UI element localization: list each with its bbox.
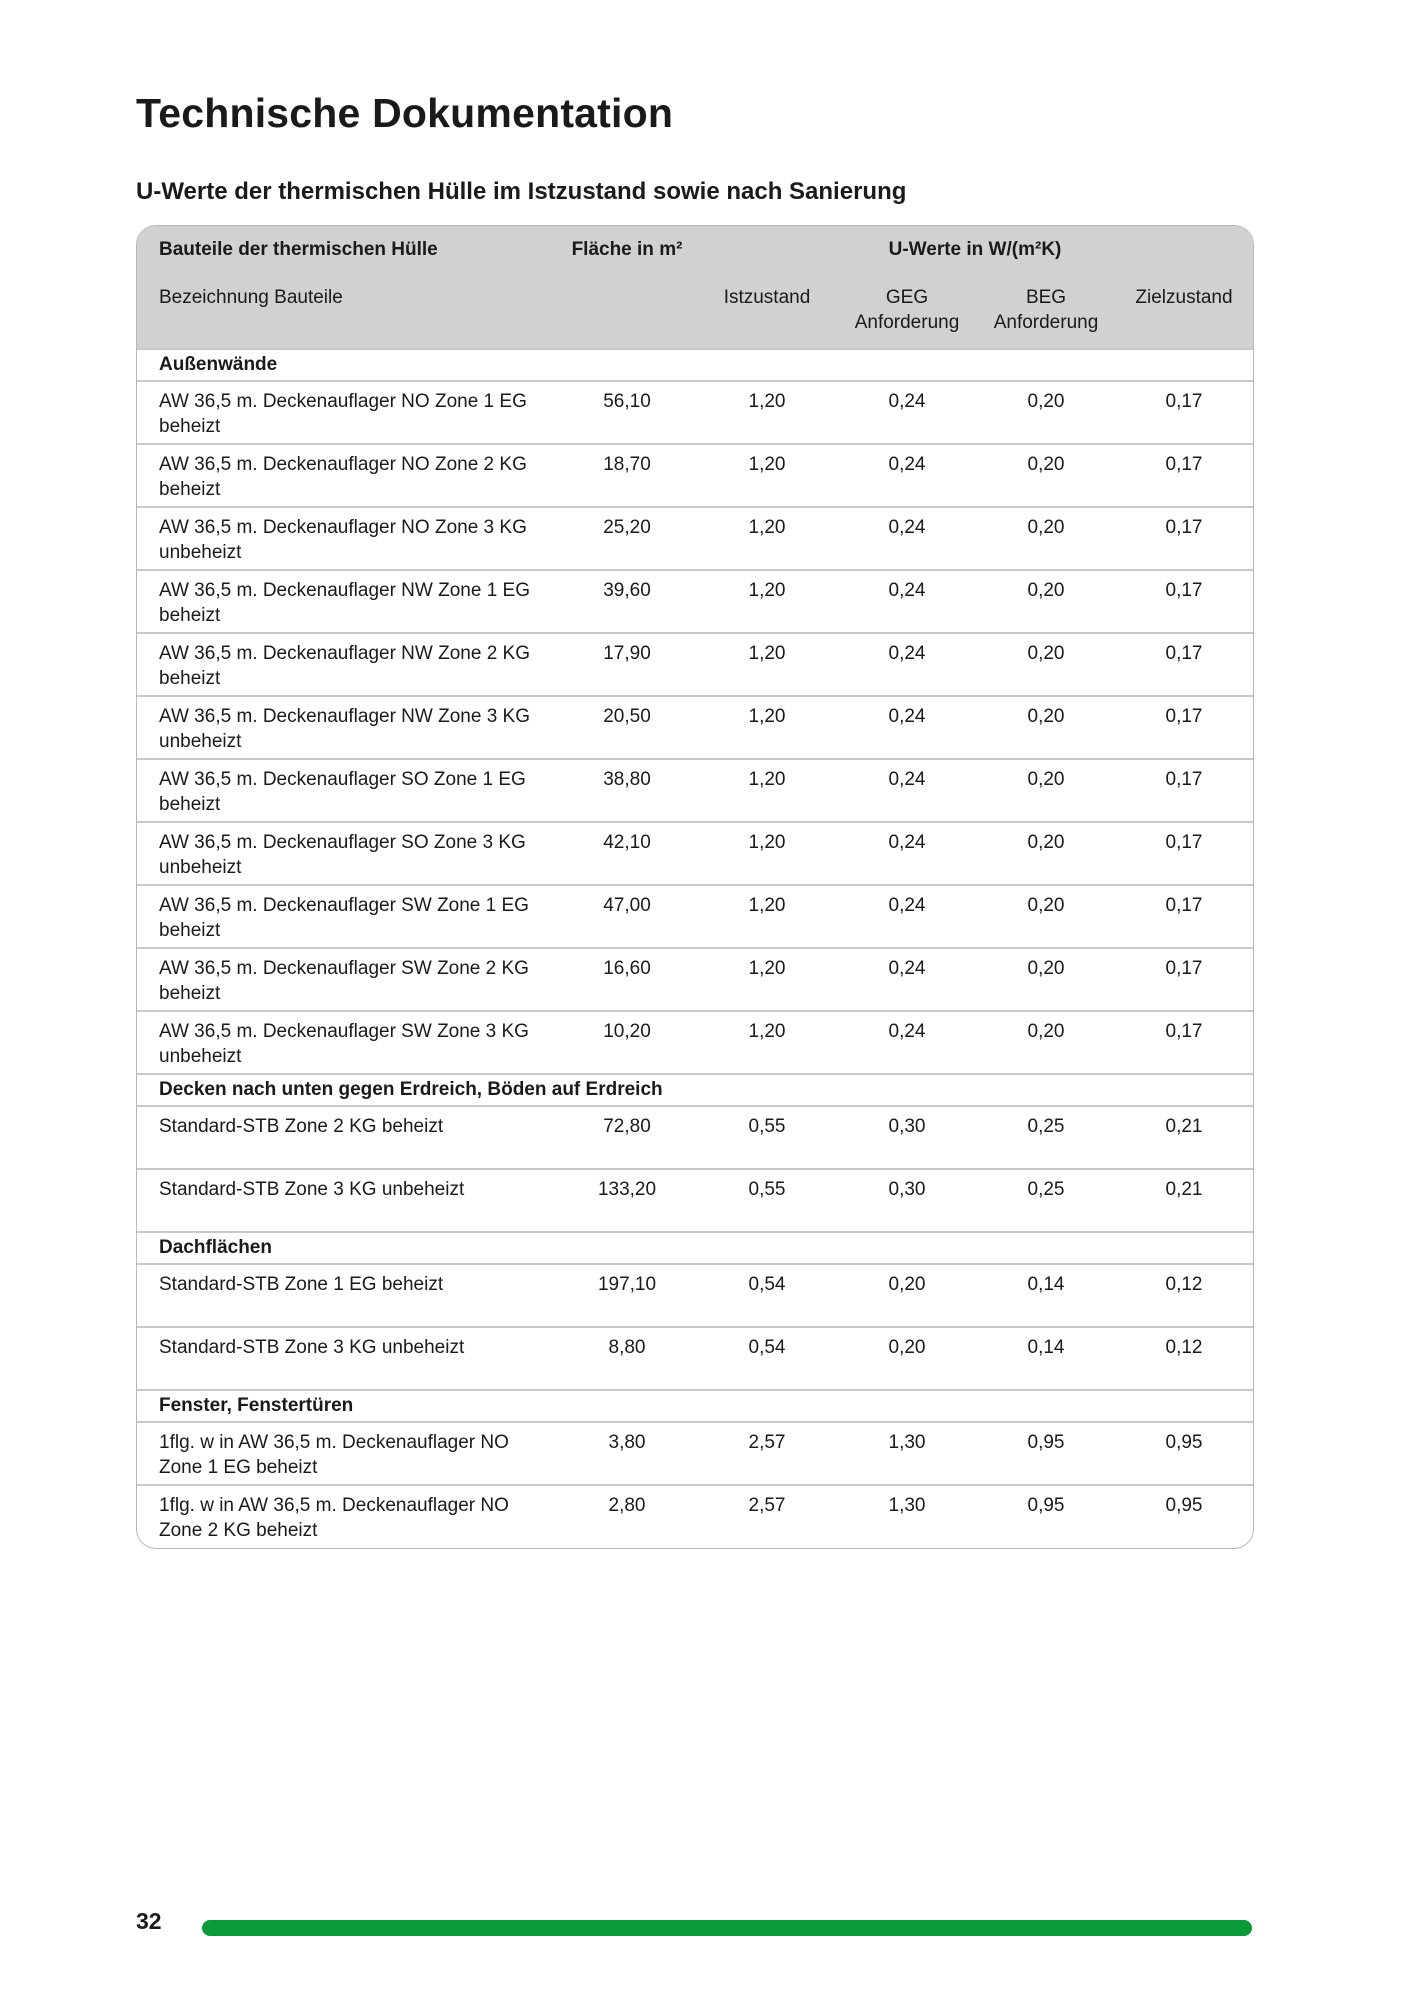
beg-u-value-cell: 0,20	[1027, 958, 1065, 979]
group-row	[137, 349, 1253, 381]
geg-u-value-cell: 0,24	[888, 517, 926, 538]
geg-u-value-cell: 0,24	[888, 580, 926, 601]
area-cell: 133,20	[597, 1179, 657, 1200]
target-u-value-cell: 0,17	[1165, 958, 1203, 979]
beg-u-value-cell: 0,20	[1027, 391, 1065, 412]
area-cell: 56,10	[603, 391, 651, 412]
component-name-cell	[137, 633, 557, 696]
component-name-cell	[137, 885, 557, 948]
header-beg-requirement	[977, 279, 1115, 349]
table-row	[137, 1327, 1253, 1390]
header-area-sub	[557, 279, 697, 349]
table-row	[137, 1011, 1253, 1074]
area-cell: 20,50	[603, 706, 651, 727]
table-row	[137, 696, 1253, 759]
current-u-value-cell: 2,57	[748, 1495, 786, 1516]
table-row	[137, 1106, 1253, 1169]
footer-accent-bar	[202, 1920, 1252, 1936]
beg-u-value-cell: 0,20	[1027, 1021, 1065, 1042]
current-u-value-cell: 1,20	[748, 706, 786, 727]
geg-u-value-cell: 0,24	[888, 391, 926, 412]
component-name-line1: Standard-STB Zone 3 KG unbeheizt	[159, 1179, 465, 1200]
component-name-cell	[137, 822, 557, 885]
group-title: Decken nach unten gegen Erdreich, Böden auf Erdreich	[159, 1079, 663, 1100]
component-name-line1: Standard-STB Zone 1 EG beheizt	[159, 1274, 444, 1295]
target-u-value-cell: 0,17	[1165, 580, 1203, 601]
current-u-value-cell: 1,20	[748, 958, 786, 979]
beg-u-value-cell: 0,25	[1027, 1179, 1065, 1200]
area-cell: 72,80	[603, 1116, 651, 1137]
beg-u-value-cell: 0,25	[1027, 1116, 1065, 1137]
beg-u-value-cell: 0,20	[1027, 643, 1065, 664]
current-u-value-cell: 1,20	[748, 580, 786, 601]
header-target-state: Zielzustand	[1135, 287, 1233, 308]
current-u-value-cell: 0,55	[748, 1179, 786, 1200]
beg-u-value-cell: 0,95	[1027, 1495, 1065, 1516]
target-u-value-cell: 0,17	[1165, 643, 1203, 664]
beg-u-value-cell: 0,20	[1027, 769, 1065, 790]
target-u-value-cell: 0,17	[1165, 895, 1203, 916]
header-component-name: Bezeichnung Bauteile	[159, 287, 343, 308]
beg-u-value-cell: 0,95	[1027, 1432, 1065, 1453]
component-name-line1: AW 36,5 m. Deckenauflager SO Zone 3 KG	[159, 832, 526, 853]
component-name-cell	[137, 1106, 557, 1169]
component-name-cell	[137, 759, 557, 822]
beg-u-value-cell: 0,20	[1027, 580, 1065, 601]
table-row	[137, 507, 1253, 570]
area-cell: 197,10	[597, 1274, 657, 1295]
geg-u-value-cell: 0,20	[888, 1274, 926, 1295]
component-name-line1: AW 36,5 m. Deckenauflager NW Zone 2 KG	[159, 643, 531, 664]
current-u-value-cell: 1,20	[748, 895, 786, 916]
component-name-line1: Standard-STB Zone 2 KG beheizt	[159, 1116, 444, 1137]
group-title: Fenster, Fenstertüren	[159, 1395, 354, 1416]
header-row-main	[137, 226, 1253, 279]
component-name-line2: beheizt	[159, 983, 221, 1004]
area-cell: 42,10	[603, 832, 651, 853]
section-title: U-Werte der thermischen Hülle im Istzustand sowie nach Sanierung	[136, 178, 907, 205]
target-u-value-cell: 0,17	[1165, 517, 1203, 538]
geg-u-value-cell: 0,24	[888, 769, 926, 790]
geg-u-value-cell: 0,24	[888, 895, 926, 916]
area-cell: 16,60	[603, 958, 651, 979]
component-name-cell	[137, 696, 557, 759]
current-u-value-cell: 1,20	[748, 832, 786, 853]
component-name-line1: Standard-STB Zone 3 KG unbeheizt	[159, 1337, 465, 1358]
geg-u-value-cell: 0,24	[888, 454, 926, 475]
component-name-line1: AW 36,5 m. Deckenauflager SO Zone 1 EG	[159, 769, 526, 790]
area-cell: 47,00	[603, 895, 651, 916]
geg-u-value-cell: 0,24	[888, 832, 926, 853]
group-row	[137, 1232, 1253, 1264]
target-u-value-cell: 0,21	[1165, 1179, 1203, 1200]
current-u-value-cell: 0,55	[748, 1116, 786, 1137]
component-name-line1: AW 36,5 m. Deckenauflager NO Zone 3 KG	[159, 517, 527, 538]
component-name-line1: AW 36,5 m. Deckenauflager SW Zone 2 KG	[159, 958, 529, 979]
beg-u-value-cell: 0,20	[1027, 832, 1065, 853]
geg-u-value-cell: 1,30	[888, 1432, 926, 1453]
geg-u-value-cell: 0,24	[888, 958, 926, 979]
header-beg-line1: BEG	[1025, 287, 1067, 308]
area-cell: 8,80	[608, 1337, 646, 1358]
target-u-value-cell: 0,17	[1165, 832, 1203, 853]
component-name-line1: AW 36,5 m. Deckenauflager NO Zone 1 EG	[159, 391, 527, 412]
current-u-value-cell: 1,20	[748, 643, 786, 664]
beg-u-value-cell: 0,20	[1027, 706, 1065, 727]
component-name-line2: beheizt	[159, 794, 221, 815]
target-u-value-cell: 0,12	[1165, 1274, 1203, 1295]
table-row	[137, 1422, 1253, 1485]
area-cell: 18,70	[603, 454, 651, 475]
component-name-cell	[137, 1011, 557, 1074]
target-u-value-cell: 0,17	[1165, 769, 1203, 790]
component-name-line2: unbeheizt	[159, 731, 242, 752]
header-area: Fläche in m²	[571, 239, 683, 260]
table-row	[137, 759, 1253, 822]
current-u-value-cell: 1,20	[748, 517, 786, 538]
target-u-value-cell: 0,17	[1165, 706, 1203, 727]
component-name-cell	[137, 1327, 557, 1390]
area-cell: 38,80	[603, 769, 651, 790]
header-beg-line2: Anforderung	[993, 312, 1099, 333]
component-name-line2: Zone 2 KG beheizt	[159, 1520, 318, 1541]
area-cell: 39,60	[603, 580, 651, 601]
current-u-value-cell: 1,20	[748, 391, 786, 412]
component-name-cell	[137, 1264, 557, 1327]
header-row-sub	[137, 279, 1253, 349]
component-name-line1: AW 36,5 m. Deckenauflager NW Zone 1 EG	[159, 580, 531, 601]
header-geg-line1: GEG	[885, 287, 929, 308]
geg-u-value-cell: 0,30	[888, 1179, 926, 1200]
beg-u-value-cell: 0,20	[1027, 454, 1065, 475]
geg-u-value-cell: 0,24	[888, 1021, 926, 1042]
geg-u-value-cell: 0,24	[888, 643, 926, 664]
component-name-line1: AW 36,5 m. Deckenauflager SW Zone 3 KG	[159, 1021, 529, 1042]
component-name-cell	[137, 1485, 557, 1548]
group-row	[137, 1390, 1253, 1422]
area-cell: 17,90	[603, 643, 651, 664]
page-number: 32	[136, 1908, 162, 1934]
table-row	[137, 633, 1253, 696]
group-title: Außenwände	[159, 354, 278, 375]
table-row	[137, 1264, 1253, 1327]
table-body	[137, 349, 1253, 1548]
u-value-table-container	[136, 225, 1254, 1549]
component-name-cell	[137, 1169, 557, 1232]
table-row	[137, 444, 1253, 507]
component-name-line2: Zone 1 EG beheizt	[159, 1457, 318, 1478]
beg-u-value-cell: 0,14	[1027, 1337, 1065, 1358]
geg-u-value-cell: 0,24	[888, 706, 926, 727]
header-geg-line2: Anforderung	[854, 312, 960, 333]
component-name-line2: beheizt	[159, 605, 221, 626]
component-name-cell	[137, 507, 557, 570]
area-cell: 3,80	[608, 1432, 646, 1453]
component-name-cell	[137, 948, 557, 1011]
beg-u-value-cell: 0,20	[1027, 895, 1065, 916]
current-u-value-cell: 1,20	[748, 1021, 786, 1042]
table-row	[137, 948, 1253, 1011]
table-row	[137, 885, 1253, 948]
current-u-value-cell: 0,54	[748, 1337, 786, 1358]
component-name-line2: unbeheizt	[159, 857, 242, 878]
component-name-line1: AW 36,5 m. Deckenauflager SW Zone 1 EG	[159, 895, 529, 916]
target-u-value-cell: 0,95	[1165, 1432, 1203, 1453]
area-cell: 2,80	[608, 1495, 646, 1516]
current-u-value-cell: 1,20	[748, 769, 786, 790]
area-cell: 25,20	[603, 517, 651, 538]
header-components: Bauteile der thermischen Hülle	[159, 239, 438, 260]
geg-u-value-cell: 1,30	[888, 1495, 926, 1516]
table-row	[137, 822, 1253, 885]
current-u-value-cell: 2,57	[748, 1432, 786, 1453]
component-name-line2: unbeheizt	[159, 542, 242, 563]
component-name-line2: beheizt	[159, 920, 221, 941]
component-name-cell	[137, 444, 557, 507]
current-u-value-cell: 0,54	[748, 1274, 786, 1295]
component-name-line1: AW 36,5 m. Deckenauflager NW Zone 3 KG	[159, 706, 531, 727]
table-row	[137, 1169, 1253, 1232]
target-u-value-cell: 0,17	[1165, 1021, 1203, 1042]
table-header	[137, 226, 1253, 349]
target-u-value-cell: 0,17	[1165, 454, 1203, 475]
target-u-value-cell: 0,12	[1165, 1337, 1203, 1358]
component-name-line1: 1flg. w in AW 36,5 m. Deckenauflager NO	[159, 1432, 509, 1453]
u-value-table	[137, 226, 1253, 1548]
component-name-line2: unbeheizt	[159, 1046, 242, 1067]
component-name-cell	[137, 1422, 557, 1485]
area-cell: 10,20	[603, 1021, 651, 1042]
component-name-line2: beheizt	[159, 479, 221, 500]
component-name-line1: AW 36,5 m. Deckenauflager NO Zone 2 KG	[159, 454, 527, 475]
target-u-value-cell: 0,95	[1165, 1495, 1203, 1516]
geg-u-value-cell: 0,30	[888, 1116, 926, 1137]
header-current-state: Istzustand	[723, 287, 811, 308]
component-name-line2: beheizt	[159, 668, 221, 689]
table-row	[137, 381, 1253, 444]
current-u-value-cell: 1,20	[748, 454, 786, 475]
component-name-line2: beheizt	[159, 416, 221, 437]
target-u-value-cell: 0,17	[1165, 391, 1203, 412]
component-name-line1: 1flg. w in AW 36,5 m. Deckenauflager NO	[159, 1495, 509, 1516]
table-row	[137, 1485, 1253, 1548]
geg-u-value-cell: 0,20	[888, 1337, 926, 1358]
page-title: Technische Dokumentation	[136, 90, 674, 136]
group-title: Dachflächen	[159, 1237, 272, 1258]
beg-u-value-cell: 0,14	[1027, 1274, 1065, 1295]
target-u-value-cell: 0,21	[1165, 1116, 1203, 1137]
header-geg-requirement	[837, 279, 977, 349]
group-row	[137, 1074, 1253, 1106]
beg-u-value-cell: 0,20	[1027, 517, 1065, 538]
component-name-cell	[137, 381, 557, 444]
table-row	[137, 570, 1253, 633]
header-u-values: U-Werte in W/(m²K)	[888, 239, 1062, 260]
component-name-cell	[137, 570, 557, 633]
